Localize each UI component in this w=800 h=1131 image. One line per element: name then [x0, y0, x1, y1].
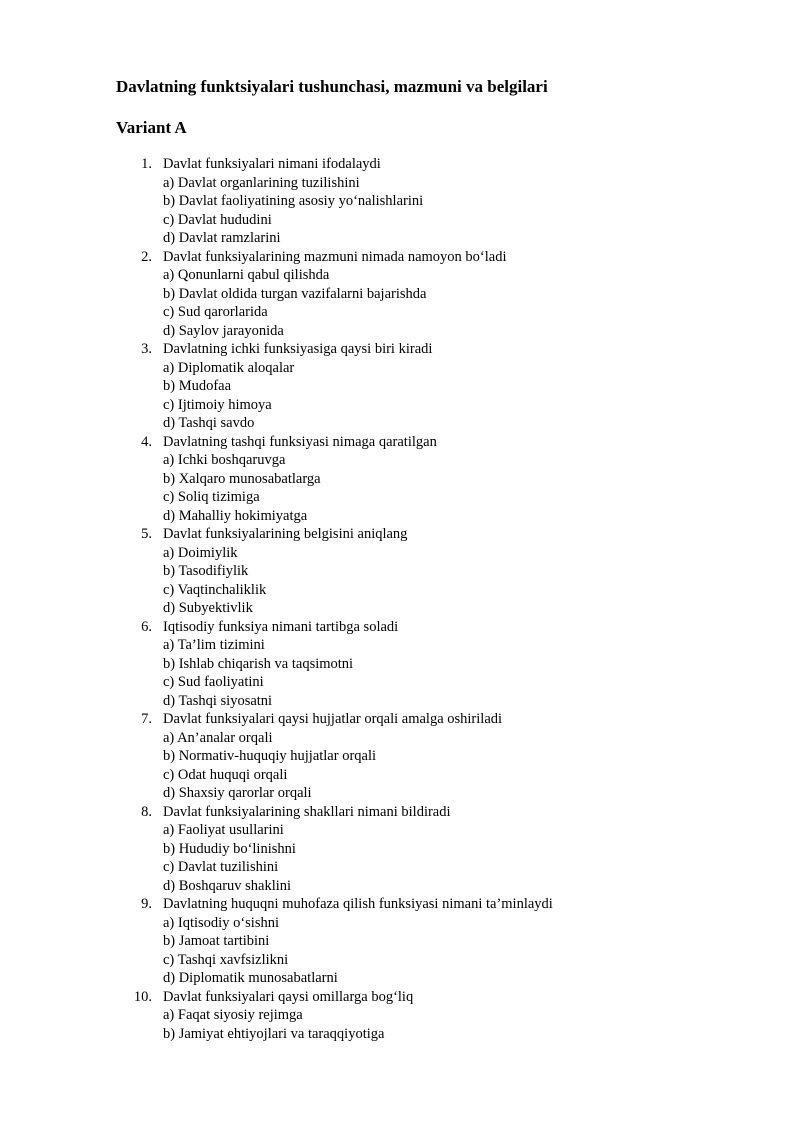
question-number: 9.	[141, 896, 152, 912]
answer-option	[0, 266, 800, 285]
answer-option-text: a) Doimiylik	[163, 544, 238, 561]
answer-option	[0, 1025, 800, 1044]
answer-option-text: a) Davlat organlarining tuzilishini	[163, 174, 360, 191]
answer-option	[0, 877, 800, 896]
answer-option-text: c) Davlat hududini	[163, 211, 272, 228]
answer-option-text: a) Diplomatik aloqalar	[163, 359, 295, 376]
answer-option	[0, 969, 800, 988]
answer-option	[0, 507, 800, 526]
question-number: 8.	[141, 803, 152, 820]
question-line	[0, 433, 800, 452]
answer-option	[0, 396, 800, 415]
answer-option-text: c) Sud faoliyatini	[163, 674, 264, 690]
answer-option-text: a) Ichki boshqaruvga	[163, 452, 286, 468]
answer-option-text: c) Davlat tuzilishini	[163, 859, 279, 875]
question-item	[0, 433, 800, 526]
answer-option-text: a) Faoliyat usullarini	[163, 822, 284, 838]
variant-heading: Variant A	[116, 118, 187, 137]
question-text: Davlat funksiyalari qaysi hujjatlar orqali amalga oshiriladi	[163, 711, 503, 727]
question-number: 4.	[141, 433, 152, 450]
question-line	[0, 340, 800, 359]
answer-option-text: d) Subyektivlik	[163, 600, 253, 616]
question-item	[0, 710, 800, 803]
question-text: Davlat funksiyalari nimani ifodalaydi	[163, 156, 381, 172]
answer-option	[0, 451, 800, 470]
answer-option	[0, 951, 800, 970]
answer-option	[0, 377, 800, 396]
answer-option	[0, 692, 800, 711]
answer-option	[0, 821, 800, 840]
question-line	[0, 248, 800, 267]
answer-option-text: d) Davlat ramzlarini	[163, 230, 281, 246]
question-number: 2.	[141, 248, 152, 265]
document-title: Davlatning funktsiyalari tushunchasi, mazmuni va belgilari	[116, 77, 548, 96]
answer-option-text: b) Normativ-huquqiy hujjatlar orqali	[163, 748, 377, 764]
answer-option-text: d) Tashqi siyosatni	[163, 692, 273, 709]
answer-option-text: d) Diplomatik munosabatlarni	[163, 970, 338, 986]
answer-option-text: d) Tashqi savdo	[163, 415, 255, 431]
question-number: 6.	[141, 618, 152, 635]
answer-option-text: c) Ijtimoiy himoya	[163, 396, 272, 413]
question-list	[0, 155, 800, 1043]
answer-option	[0, 174, 800, 193]
question-item	[0, 618, 800, 711]
answer-option	[0, 581, 800, 600]
question-line	[0, 803, 800, 822]
answer-option-text: a) Iqtisodiy o‘sishni	[163, 914, 279, 931]
question-text: Davlatning tashqi funksiyasi nimaga qaratilgan	[163, 433, 437, 450]
question-text: Iqtisodiy funksiya nimani tartibga soladi	[163, 618, 399, 635]
answer-option	[0, 932, 800, 951]
question-item	[0, 803, 800, 896]
answer-option-text: b) Davlat faoliyatining asosiy yo‘nalishlarini	[163, 193, 424, 209]
answer-option	[0, 747, 800, 766]
answer-option-text: b) Hududiy bo‘linishni	[163, 840, 296, 857]
question-item	[0, 248, 800, 341]
answer-option	[0, 562, 800, 581]
answer-option-text: c) Vaqtinchaliklik	[163, 581, 267, 598]
answer-option-text: d) Boshqaruv shaklini	[163, 877, 292, 894]
answer-option	[0, 414, 800, 433]
answer-option-text: b) Xalqaro munosabatlarga	[163, 470, 321, 487]
answer-option	[0, 229, 800, 248]
answer-option-text: c) Tashqi xavfsizlikni	[163, 951, 289, 968]
answer-option	[0, 322, 800, 341]
question-number: 10.	[133, 988, 152, 1005]
answer-option	[0, 840, 800, 859]
answer-option	[0, 285, 800, 304]
answer-option-text: a) Faqat siyosiy rejimga	[163, 1007, 303, 1023]
question-text: Davlat funksiyalarining mazmuni nimada namoyon bo‘ladi	[163, 248, 507, 265]
answer-option-text: a) An’analar orqali	[163, 729, 273, 746]
answer-option-text: b) Jamoat tartibini	[163, 933, 270, 949]
answer-option-text: b) Tasodifiylik	[163, 563, 249, 579]
question-text: Davlat funksiyalarining belgisini aniqlang	[163, 526, 408, 542]
question-item	[0, 155, 800, 248]
answer-option-text: c) Odat huquqi orqali	[163, 766, 288, 783]
answer-option	[0, 211, 800, 230]
answer-option-text: c) Sud qarorlarida	[163, 304, 268, 320]
question-text: Davlatning huquqni muhofaza qilish funksiyasi nimani ta’minlaydi	[163, 896, 553, 912]
question-text: Davlat funksiyalarining shakllari nimani bildiradi	[163, 803, 451, 820]
answer-option-text: b) Jamiyat ehtiyojlari va taraqqiyotiga	[163, 1025, 385, 1042]
question-number: 7.	[141, 711, 152, 727]
question-line	[0, 155, 800, 174]
answer-option	[0, 729, 800, 748]
answer-option	[0, 599, 800, 618]
question-line	[0, 895, 800, 914]
question-item	[0, 988, 800, 1044]
question-item	[0, 525, 800, 618]
question-line	[0, 618, 800, 637]
answer-option	[0, 673, 800, 692]
question-number: 5.	[141, 526, 152, 542]
answer-option-text: b) Mudofaa	[163, 378, 232, 394]
answer-option-text: b) Ishlab chiqarish va taqsimotni	[163, 655, 354, 672]
answer-option	[0, 766, 800, 785]
question-item	[0, 340, 800, 433]
answer-option	[0, 488, 800, 507]
question-number: 1.	[141, 156, 152, 172]
answer-option	[0, 1006, 800, 1025]
answer-option-text: d) Mahalliy hokimiyatga	[163, 507, 308, 524]
answer-option	[0, 303, 800, 322]
answer-option	[0, 655, 800, 674]
answer-option-text: b) Davlat oldida turgan vazifalarni bajarishda	[163, 285, 427, 302]
question-line	[0, 710, 800, 729]
question-number: 3.	[141, 341, 152, 357]
question-text: Davlatning ichki funksiyasiga qaysi biri kiradi	[163, 341, 433, 357]
question-line	[0, 988, 800, 1007]
answer-option	[0, 784, 800, 803]
answer-option-text: a) Qonunlarni qabul qilishda	[163, 267, 330, 283]
answer-option-text: d) Saylov jarayonida	[163, 322, 284, 339]
question-text: Davlat funksiyalari qaysi omillarga bog‘liq	[163, 988, 414, 1005]
answer-option-text: a) Ta’lim tizimini	[163, 637, 265, 653]
answer-option	[0, 470, 800, 489]
answer-option-text: d) Shaxsiy qarorlar orqali	[163, 785, 312, 801]
answer-option	[0, 858, 800, 877]
answer-option-text: c) Soliq tizimiga	[163, 489, 260, 505]
answer-option	[0, 192, 800, 211]
answer-option	[0, 636, 800, 655]
question-item	[0, 895, 800, 988]
answer-option	[0, 544, 800, 563]
answer-option	[0, 359, 800, 378]
question-line	[0, 525, 800, 544]
answer-option	[0, 914, 800, 933]
